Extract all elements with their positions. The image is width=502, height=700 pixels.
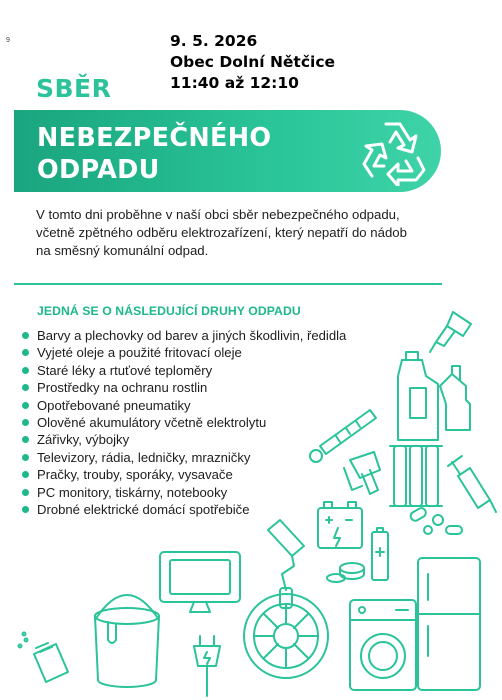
paint-brush-icon — [430, 312, 471, 352]
list-item: Prostředky na ochranu rostlin — [22, 379, 346, 396]
title-line-3: ODPADU — [37, 155, 160, 185]
list-item: Drobné elektrické domácí spotřebiče — [22, 501, 346, 518]
list-item: Olověné akumulátory včetně elektrolytu — [22, 414, 346, 431]
battery-icon — [318, 502, 362, 548]
list-item: Staré léky a rtuťové teploměry — [22, 362, 346, 379]
fluorescent-tube-icon — [390, 446, 442, 506]
list-item: Opotřebované pneumatiky — [22, 397, 346, 414]
event-place: Obec Dolní Nětčice — [170, 53, 336, 71]
paint-bucket-icon — [95, 595, 159, 687]
spray-can-icon — [19, 633, 69, 683]
page-number: 9 — [6, 37, 10, 44]
tire-icon — [244, 594, 328, 678]
list-item: Pračky, trouby, sporáky, vysavače — [22, 466, 346, 483]
section-title: JEDNÁ SE O NÁSLEDUJÍCÍ DRUHY ODPADU — [37, 304, 301, 318]
plug-icon — [194, 636, 220, 696]
event-time: 11:40 až 12:10 — [170, 74, 299, 92]
pills-icon — [409, 507, 462, 534]
fridge-icon — [418, 558, 480, 690]
intro-text: V tomto dni proběhne v naší obci sběr nebezpečného odpadu, včetně zpětného odběru elektrozařízení, který nepatří do nádob na směsný komunální odpad. — [36, 207, 407, 258]
washing-machine-icon — [350, 600, 416, 690]
cylinder-batteries-icon — [327, 528, 388, 582]
title-line-1: SBĚR — [36, 74, 112, 103]
list-item: Zářivky, výbojky — [22, 431, 346, 448]
list-item: PC monitory, tiskárny, notebooky — [22, 484, 346, 501]
list-item: Televizory, rádia, ledničky, mrazničky — [22, 449, 346, 466]
event-date: 9. 5. 2026 — [170, 32, 258, 50]
energy-saving-bulb-icon — [344, 452, 380, 494]
title-line-2: NEBEZPEČNÉHO — [37, 123, 272, 153]
syringe-icon — [448, 456, 496, 512]
detergent-bottles-icon — [398, 352, 470, 440]
list-item: Barvy a plechovky od barev a jiných škodlivin, ředidla — [22, 327, 346, 344]
monitor-icon — [160, 552, 240, 612]
list-item: Vyjeté oleje a použité fritovací oleje — [22, 344, 346, 361]
